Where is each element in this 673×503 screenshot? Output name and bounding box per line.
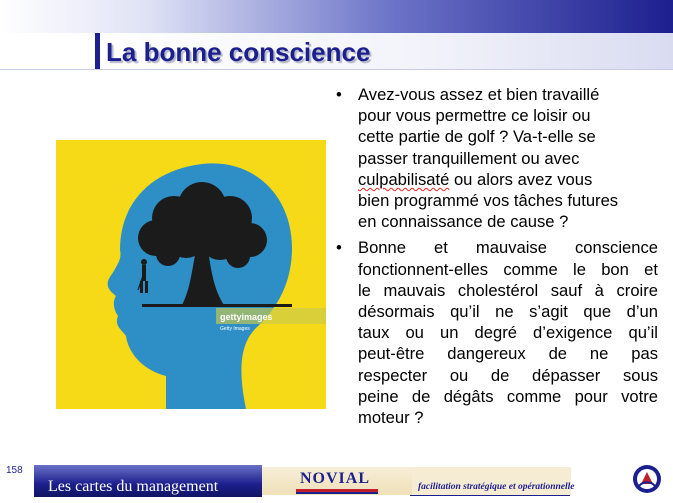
bullet-line: fonctionnent-elles comme le bon et	[358, 259, 658, 279]
bullet-line: peine de dégâts comme pour votre	[358, 386, 658, 406]
bullet-line-mixed	[358, 169, 658, 190]
footer-label: Les cartes du management	[48, 478, 219, 495]
bullet-line: respecter ou de dépasser sous	[358, 365, 658, 385]
tagline-rule	[410, 495, 570, 496]
slide-title: La bonne conscience	[106, 37, 371, 67]
bullet-line: Bonne et mauvaise conscience	[358, 238, 658, 258]
title-divider	[0, 69, 673, 70]
bullet-list	[336, 84, 658, 428]
page-number: 158	[6, 465, 23, 476]
brand-name: NOVIAL	[300, 470, 371, 487]
bullet-line: cette partie de golf ? Va-t-elle se	[358, 127, 596, 147]
bullet-item	[336, 237, 658, 428]
bullet-line-rest: ou alors avez vous	[449, 169, 593, 189]
bullet-line: passer tranquillement ou avec	[358, 148, 580, 168]
bullet-line: désormais qu’il ne s’agit que d’un	[358, 302, 658, 322]
footer-tagline: facilitation stratégique et opérationnelle	[418, 482, 575, 492]
watermark-credit: Getty Images	[220, 326, 250, 332]
bullet-line: peut-être dangereux de ne pas	[358, 344, 658, 364]
top-gradient-bar	[0, 0, 673, 33]
bullet-dot: •	[336, 85, 342, 104]
bullet-line: en connaissance de cause ?	[358, 212, 569, 232]
bullet-item	[336, 84, 658, 232]
bullet-dot: •	[336, 238, 342, 258]
bullet-line: bien programmé vos tâches futures	[358, 191, 619, 211]
brand-rule	[296, 492, 378, 494]
bullet-line: moteur ?	[358, 408, 424, 428]
bullet-line: taux ou un degré d’exigence qu’il	[358, 323, 658, 343]
bullet-line: le mauvais cholestérol sauf à croire	[358, 280, 658, 300]
brand-logo-icon	[632, 464, 662, 494]
head-tree-illustration	[56, 140, 326, 409]
bullet-line: Avez-vous assez et bien travaillé	[358, 85, 600, 104]
spellcheck-word: culpabilisaté	[358, 169, 450, 189]
title-accent	[95, 33, 100, 70]
watermark-text: gettyimages	[220, 312, 273, 322]
bullet-line: pour vous permettre ce loisir ou	[358, 106, 591, 126]
